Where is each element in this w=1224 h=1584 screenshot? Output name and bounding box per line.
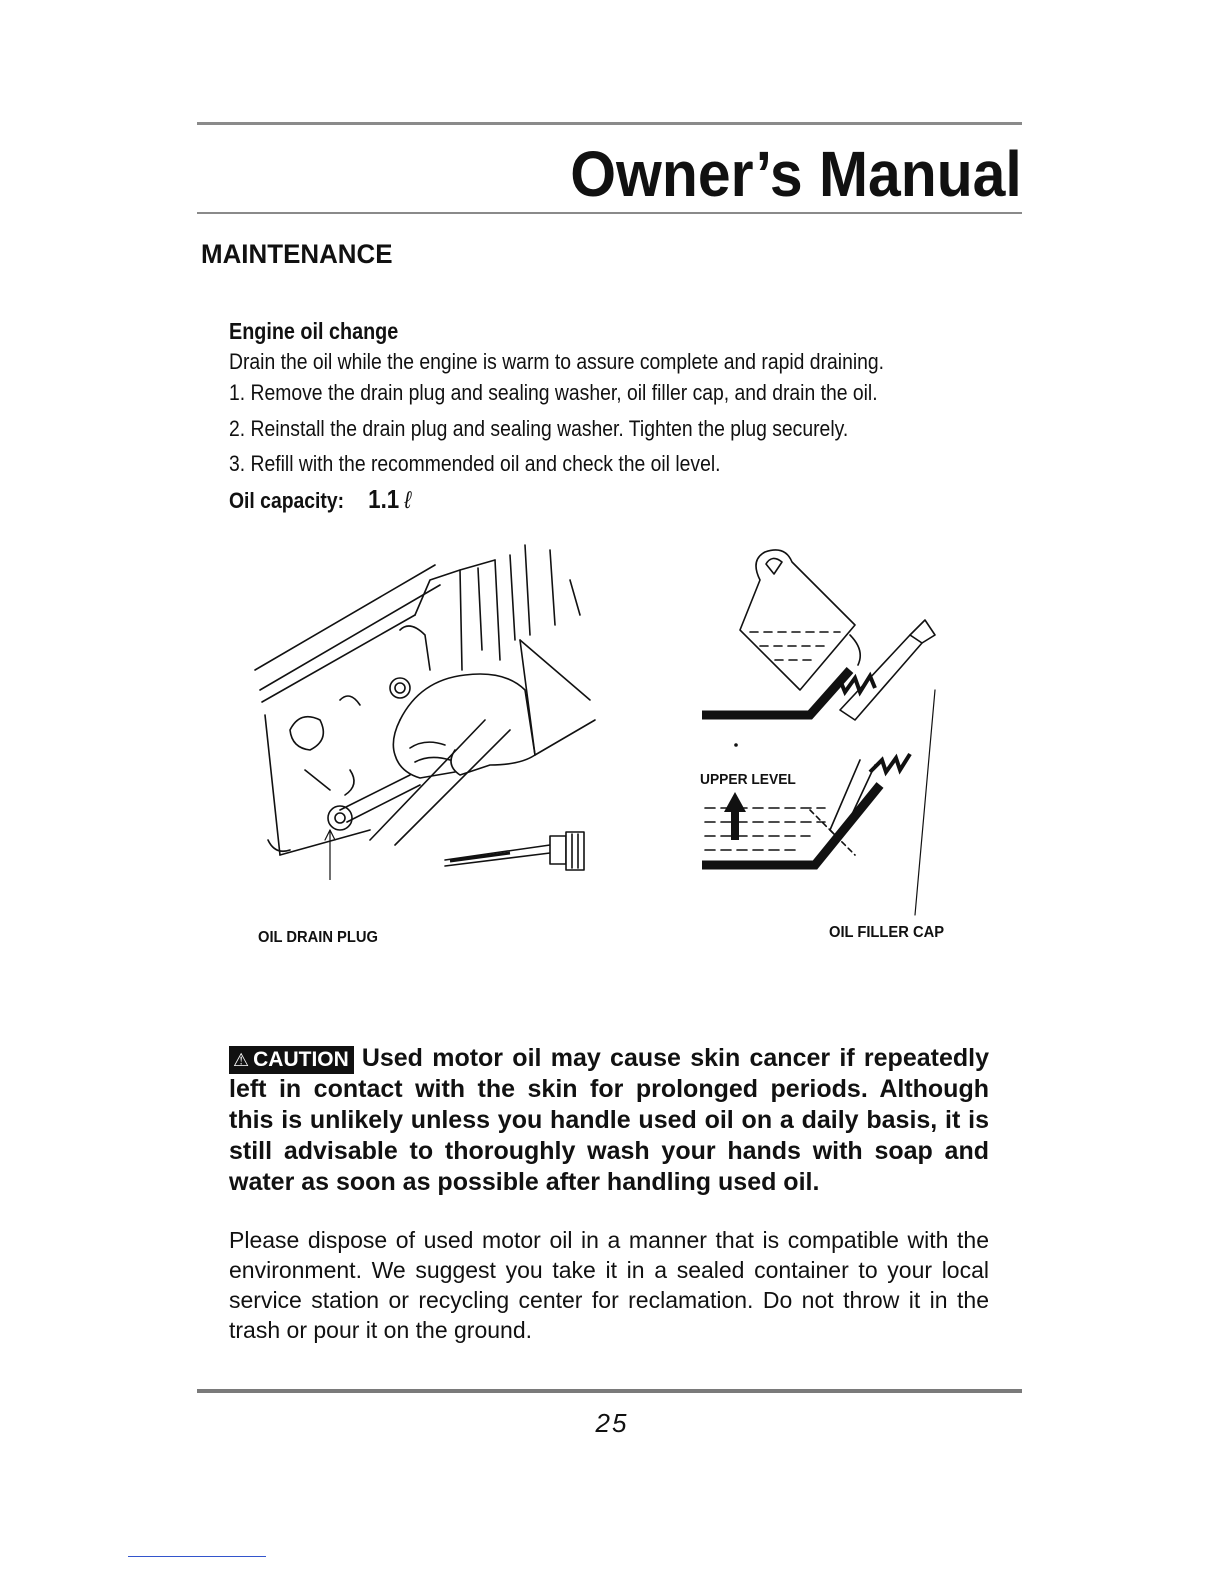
oil-capacity-unit: ℓ: [404, 487, 412, 514]
caution-block: [229, 1043, 989, 1198]
footnote-rule: [128, 1556, 266, 1557]
section-heading: MAINTENANCE: [201, 239, 393, 269]
footer-rule: [197, 1389, 1022, 1393]
oil-capacity-label: Oil capacity:: [229, 488, 345, 513]
page-number: 25: [595, 1408, 629, 1438]
caution-badge-label: CAUTION: [253, 1048, 349, 1071]
step-1: 1. Remove the drain plug and sealing washer, oil filler cap, and drain the oil.: [229, 380, 878, 405]
page-title: Owner’s Manual: [570, 138, 1022, 210]
oil-filler-illustration: [690, 540, 960, 925]
header-bottom-rule: [197, 212, 1022, 214]
step-2: 2. Reinstall the drain plug and sealing washer. Tighten the plug securely.: [229, 416, 849, 441]
header-top-rule: [197, 122, 1022, 125]
oil-drain-plug-label: OIL DRAIN PLUG: [258, 929, 378, 946]
warning-triangle-icon: ⚠: [233, 1050, 250, 1070]
oil-capacity: [229, 484, 411, 516]
step-3: 3. Refill with the recommended oil and check the oil level.: [229, 451, 721, 476]
caution-badge: [229, 1046, 354, 1074]
oil-capacity-value: 1.1: [368, 484, 400, 514]
oil-change-intro: Drain the oil while the engine is warm to assure complete and rapid draining.: [229, 349, 885, 374]
caution-text: Used motor oil may cause skin cancer if repeatedly left in contact with the skin for prolonged periods. Although this is unlikely unless you handle used oil on a daily basis, it is still advisable to thoroughly wash your hands with soap and water as soon as possible after handling used oil.: [229, 1044, 989, 1196]
disposal-paragraph: Please dispose of used motor oil in a manner that is compatible with the environment. We suggest you take it in a sealed container to your local service station or recycling center for reclamation. Do not throw it in the trash or pour it on the ground.: [229, 1227, 989, 1343]
upper-level-label: UPPER LEVEL: [700, 771, 796, 788]
oil-filler-cap-label: OIL FILLER CAP: [829, 924, 945, 941]
caution-paragraph: [229, 1043, 989, 1198]
drain-plug-illustration: [250, 540, 610, 880]
oil-change-subheading: Engine oil change: [229, 318, 399, 344]
